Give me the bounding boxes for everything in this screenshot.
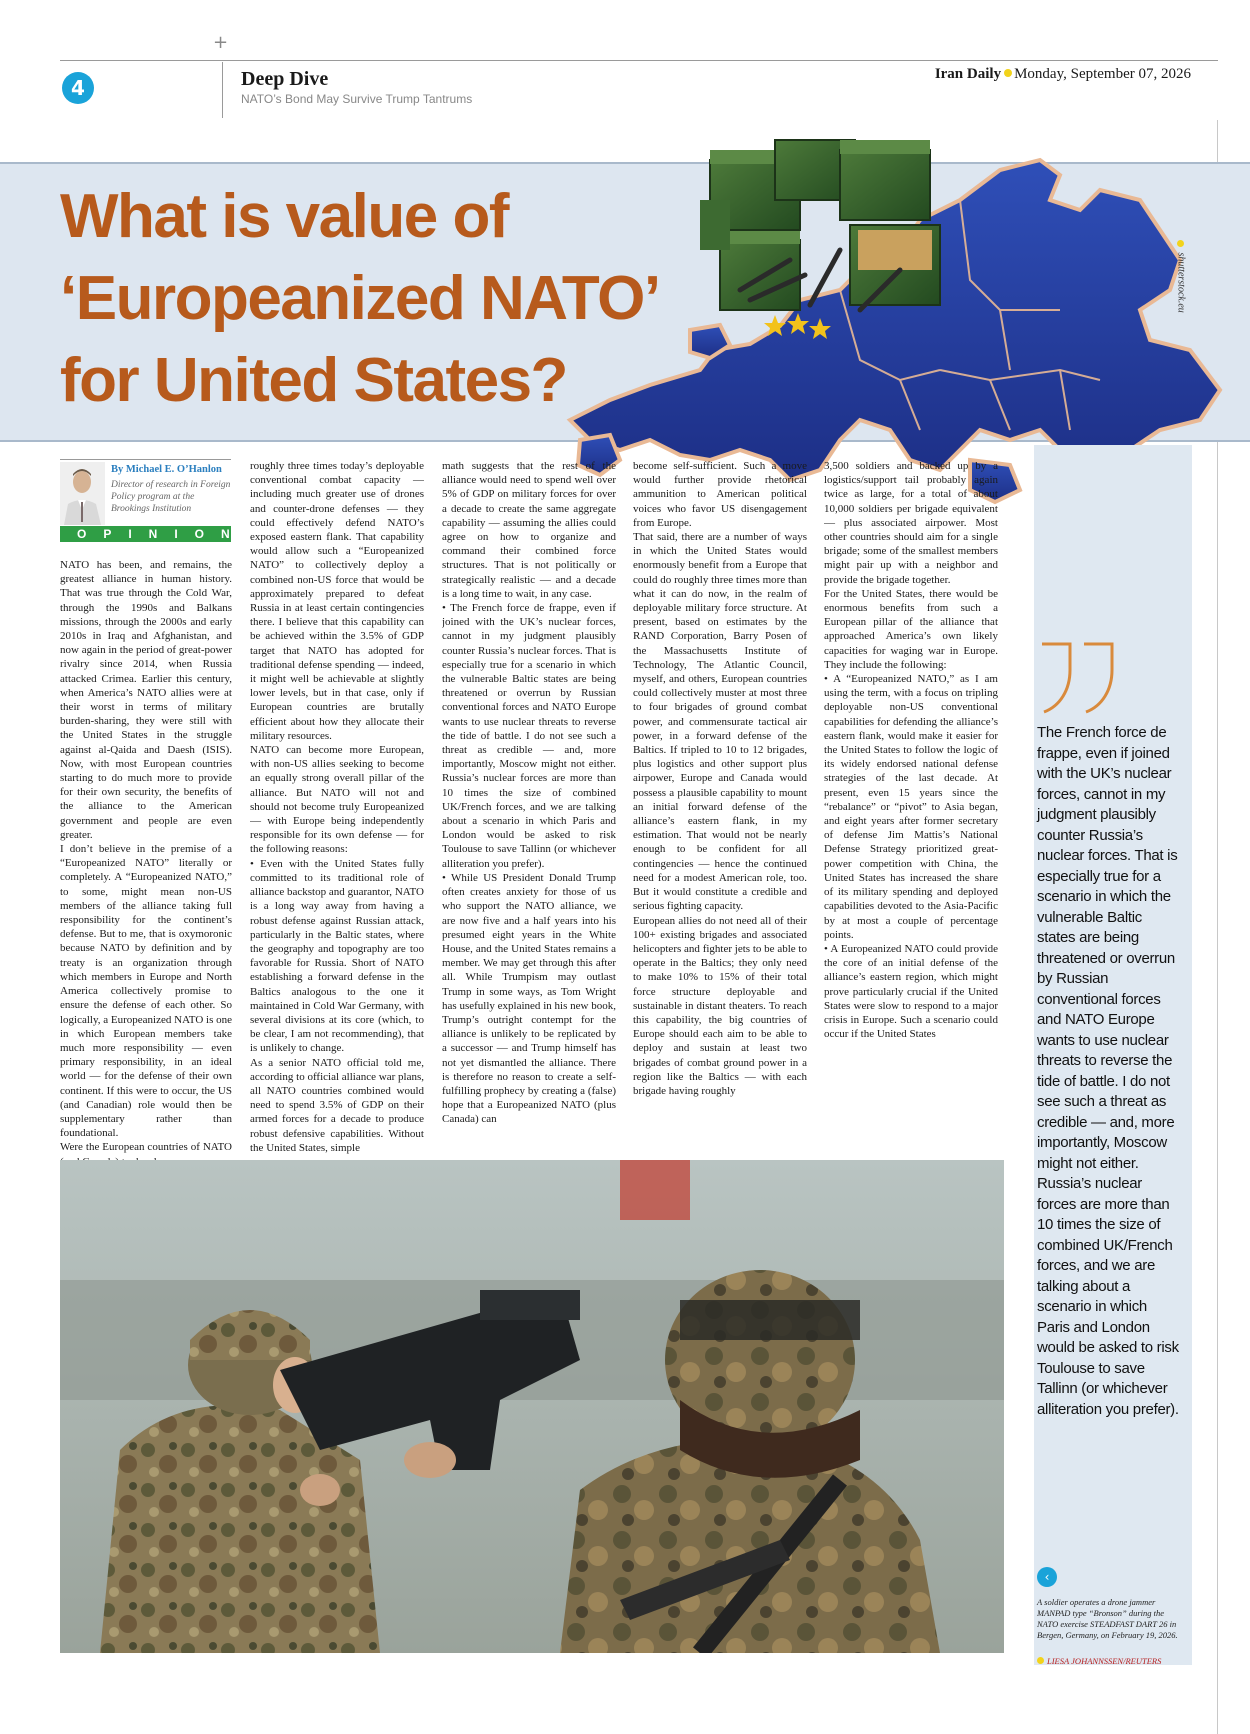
paragraph: I don’t believe in the premise of a “Europeanized NATO” literally or completely. A “Europeanized NATO,” to some, might mean non-US members of the alliance taking full responsibility for the continent’s defense. But to me, that is oxymoronic because NATO by definition and by treaty is an organization through which members in Europe and North America collectively promise to ensure the defense of each other. So logically, a Europeanized NATO is one in which European members take much more responsibility — even primary responsibility, in an ideal world — for the defense of their own continent. If this were to occur, the US (and Canadian) role would then be supplementary rather than foundational. bbox=[60, 843, 232, 1140]
paragraph: • A Europeanized NATO could provide the core of an initial defense of the alliance’s eastern region, which might prove particularly crucial if the United States were slow to respond to a major crisis in Europe. Such a scenario could occur if the United States bbox=[824, 942, 998, 1041]
publication-name: Iran Daily bbox=[934, 66, 1002, 82]
chevron-left-icon: ‹ bbox=[1037, 1567, 1057, 1587]
page-number-badge: 4 bbox=[62, 72, 94, 104]
photo-credit bbox=[1037, 1656, 1187, 1666]
headline-line-1: What is value of bbox=[60, 182, 508, 251]
issue-date: Monday, September 07, 2026 bbox=[1014, 66, 1191, 82]
paragraph: • While US President Donald Trump often creates anxiety for those of us who support the NATO alliance, we are now five and a half years into his presumed eight years in the White House, and the United States remains a member. We may get through this after all. While Trumpism may outlast Trump in some ways, as Tom Wright has usefully explained in his new book, Trump’s outright contempt for the alliance is unlikely to be replicated by a successor — and Trump himself has not yet dismantled the alliance. There is therefore no reason to create a self-fulfilling prophecy by creating a (false) hope that a Europeanized NATO (plus Canada) can bbox=[442, 871, 616, 1126]
hero-credit-text: shutterstock.eu bbox=[1175, 252, 1187, 313]
photo-credit-text: LIESA JOHANNSSEN/REUTERS bbox=[1047, 1656, 1162, 1666]
paragraph: NATO can become more European, with non-US allies seeking to become an equally strong overall pillar of the alliance. But NATO will not and should not become truly Europeanized — with Europe being independently responsible for its own defense — for the following reasons: bbox=[250, 744, 424, 856]
author-byline: By Michael E. O’Hanlon bbox=[111, 464, 222, 475]
paragraph: • A “Europeanized NATO,” as I am using the term, with a focus on tripling deployable non-US conventional capabilities for defending the alliance’s eastern flank, would make it easier for the United States to follow the logic of its widely endorsed national defense strategies of the last decade. At present, even 15 years since the “rebalance” or “pivot” to Asia began, and eight years after former secretary of defense Jim Mattis’s National Defense Strategy prioritized great-power competition with China, the United States has increased the share of its military spending and deployed capabilities devoted to the Asia-Pacific by at most a couple of percentage points. bbox=[824, 673, 998, 941]
crop-mark-icon: + bbox=[213, 32, 229, 53]
headline-line-3: for United States? bbox=[60, 346, 567, 415]
paragraph: • Even with the United States fully committed to its traditional role of alliance backstop and guarantor, NATO is a long way away from having a robust defense against Russian attack, particularly in the Baltic states, where the geography and topography are too favorable for Russia. Short of NATO establishing a forward defense in the Baltics analogous to the one it maintained in Cold War Germany, with several divisions at its core (which, to be clear, I am not recommending), that is unlikely to change. bbox=[250, 857, 424, 1055]
article-column-4 bbox=[633, 459, 807, 1226]
author-portrait bbox=[60, 462, 105, 525]
date-dot-icon bbox=[1004, 69, 1012, 77]
header-rule bbox=[60, 60, 1218, 61]
paragraph: • The French force de frappe, even if joined with the UK’s nuclear forces, cannot in my judgment plausibly counter Russia’s nuclear forces. That is especially true for a scenario in which the vulnerable Baltic states are being threatened or overrun by Russian conventional forces and NATO Europe wants to use nuclear threats to reverse the tide of battle. I do not see such a threat as credible — and, more importantly, Moscow might not either. Russia’s nuclear forces are more than 10 times the size of combined UK/French forces, and we are talking about a scenario in which Paris and London would be asked to risk Toulouse to save Tallinn (or whichever alliteration you prefer). bbox=[442, 602, 616, 870]
article-column-3 bbox=[442, 459, 616, 1226]
author-description: Director of research in Foreign Policy program at the Brookings Institution bbox=[111, 480, 231, 514]
article-column-1 bbox=[60, 558, 232, 1226]
paragraph: roughly three times today’s deployable conventional combat capacity — including much greater use of drones and counter-drone defenses — they could effectively defend NATO’s exposed eastern flank. That capability would allow such a “Europeanized NATO” to collectively deploy a combined non-US force that would be approximately prepared to defeat Russia in at least certain contingencies there. I believe that this capability can be achieved within the 3.5% of GDP target that NATO has adopted for traditional defense spending — indeed, it might well be achievable at slightly lower levels, but in that case, only if European countries are brutally efficient about how they allocate their military resources. bbox=[250, 460, 424, 742]
paragraph: Were the European countries of NATO bbox=[60, 1141, 232, 1154]
paragraph: math suggests that the rest of the alliance would need to spend well over 5% of GDP on military forces for over a decade to create the same aggregate capability — assuming the allies could agree on how to organize and command their combined force structures. That is not politically or strategically realistic — and a decade is a long time to wait, in any case. bbox=[442, 460, 616, 600]
photo-caption: A soldier operates a drone jammer MANPAD type “Bronson” during the NATO exercise STEADFAST DART 26 in Bergen, Germany, on February 19, 2026. bbox=[1037, 1597, 1178, 1640]
pullquote-text: The French force de frappe, even if joined with the UK’s nuclear forces, cannot in my judgment plausibly counter Russia’s nuclear forces. That is especially true for a scenario in which the vulnerable Baltic states are being threatened or overrun by Russian conventional forces and NATO Europe wants to use nuclear threats to reverse the tide of battle. I do not see such a threat as credible — and, more importantly, Moscow might not either. Russia’s nuclear forces are more than 10 times the size of combined UK/French forces, and we are talking about a scenario in which Paris and London would be asked to risk Toulouse to save Tallinn (or whichever alliteration you prefer). bbox=[1037, 724, 1179, 1418]
paragraph: 3,500 soldiers and backed up by a logistics/support tail probably again twice as large, for a total of about 10,000 soldiers per brigade equivalent — plus associated airpower. Most other countries should aim for a single brigade; some of the smallest members might pair up with a neighbor and provide the brigade together. bbox=[824, 460, 998, 586]
paragraph: That said, there are a number of ways in which the United States would enormously benefit from a Europe that could do roughly three times more than what it can do now, in the realm of deployable military force structure. At present, based on estimates by the RAND Corporation, Barry Posen of the Massachusetts Institute of Technology, The Atlantic Council, myself, and others, European countries could collectively muster at most three to four brigades of ground combat power, and commensurate tactical air power, in a forward defense of the Baltics. If tripled to 10 to 12 brigades, plus logistics and other support plus airpower, Europe and Canada would possess a plausible capability to mount an initial forward defense of the alliance’s eastern flank, in my estimation. That would not be nearly enough to be confident for all contingencies — hence the continued need for a modest American role, too. But it would constitute a credible and serious fighting capacity. bbox=[633, 531, 807, 913]
article-column-5 bbox=[824, 459, 998, 1226]
soldier-photo bbox=[60, 1160, 1004, 1653]
article-column-2 bbox=[250, 459, 424, 1226]
headline-line-2: ‘Europeanized NATO’ bbox=[60, 264, 660, 333]
paragraph: NATO has been, and remains, the greatest alliance in human history. That was true through the Cold War, through the 1990s and Balkans missions, through the 2000s and early 2010s in Iraq and Afghanistan, and now again in the period of great-power rivalry since 2014, when Russia attacked Crimea. Earlier this century, when America’s NATO allies were at their worst in terms of military burden-sharing, they were still with the United States in the struggle against al-Qaida and Daesh (ISIS). Now, with most European countries starting to do much more to provide for their own security, the benefits of the alliance to the American government and people are even greater. bbox=[60, 559, 232, 841]
credit-dot-icon bbox=[1177, 240, 1184, 247]
hero-image-credit bbox=[1174, 240, 1188, 350]
soldier-photo-illustration bbox=[60, 1160, 1004, 1653]
paragraph: European allies do not need all of their 100+ existing brigades and associated helicopters and fighter jets to be able to operate in the Baltics; they only need to make 10% to 15% of their total force structure deployable and sustainable in distant theaters. To reach this capability, the big countries of Europe should each aim to be able to deploy and sustain at least two brigades of combat ground power in a region like the Baltics — with each brigade having roughly bbox=[633, 914, 807, 1097]
closing-quote-icon bbox=[1036, 640, 1120, 716]
paragraph: For the United States, there would be enormous benefits from such a European pillar of the alliance that approached America’s own likely capacities for waging war in Europe. They include the following: bbox=[824, 587, 998, 671]
headline bbox=[60, 176, 780, 422]
paragraph: become self-sufficient. Such a move would further provide rhetorical ammunition to American political voices who favor US disengagement from Europe. bbox=[633, 460, 807, 529]
section-subtitle: NATO’s Bond May Survive Trump Tantrums bbox=[241, 92, 473, 106]
header-divider bbox=[222, 62, 223, 118]
section-title: Deep Dive bbox=[241, 68, 329, 90]
masthead bbox=[935, 66, 1191, 83]
author-rule bbox=[60, 459, 231, 460]
paragraph: As a senior NATO official told me, according to official alliance war plans, all NATO countries combined would need to spend 3.5% of GDP on their armed forces for a decade to produce robust defensive capabilities. Without the United States, simple bbox=[250, 1056, 424, 1154]
opinion-tag: OPINION bbox=[60, 526, 231, 542]
credit-dot-icon bbox=[1037, 1657, 1044, 1664]
